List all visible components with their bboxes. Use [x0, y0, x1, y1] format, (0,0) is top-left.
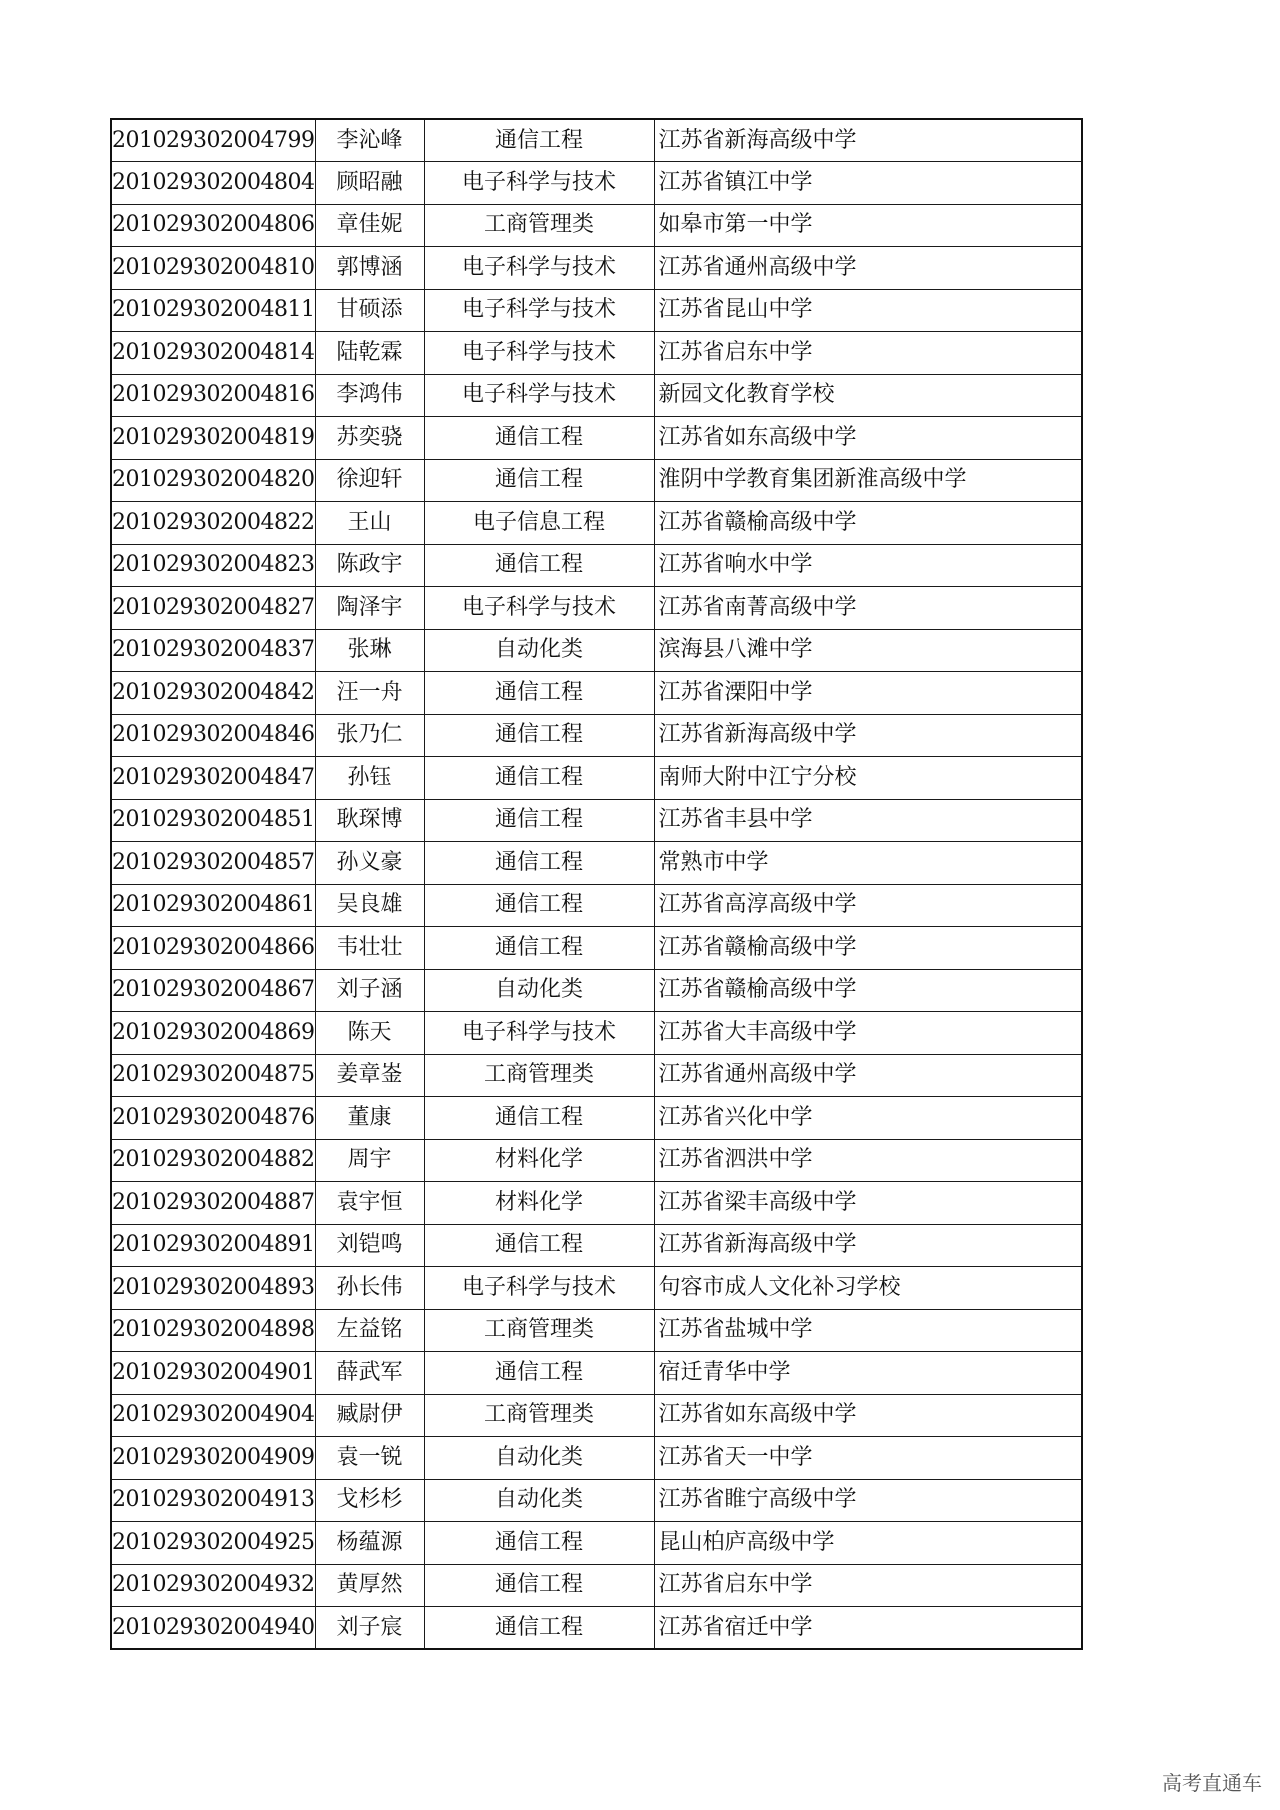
student-name-cell: 戈杉杉	[315, 1479, 424, 1522]
school-cell: 如皋市第一中学	[654, 204, 1082, 247]
candidate-id-cell: 201029302004887	[111, 1182, 315, 1225]
table-row	[111, 969, 1082, 1012]
candidate-id-cell: 201029302004827	[111, 587, 315, 630]
student-name-cell: 袁一锐	[315, 1437, 424, 1480]
student-name-cell: 姜章崟	[315, 1054, 424, 1097]
table-row	[111, 842, 1082, 885]
candidate-id-cell: 201029302004861	[111, 884, 315, 927]
school-cell: 江苏省赣榆高级中学	[654, 969, 1082, 1012]
table-row	[111, 1054, 1082, 1097]
school-cell: 常熟市中学	[654, 842, 1082, 885]
candidate-id-cell: 201029302004842	[111, 672, 315, 715]
school-cell: 江苏省赣榆高级中学	[654, 927, 1082, 970]
major-cell: 通信工程	[424, 842, 654, 885]
candidate-id-cell: 201029302004893	[111, 1267, 315, 1310]
major-cell: 电子科学与技术	[424, 162, 654, 205]
student-name-cell: 郭博涵	[315, 247, 424, 290]
table-row	[111, 1479, 1082, 1522]
candidate-id-cell: 201029302004875	[111, 1054, 315, 1097]
major-cell: 工商管理类	[424, 204, 654, 247]
school-cell: 江苏省赣榆高级中学	[654, 502, 1082, 545]
watermark-text: 高考直通车	[1162, 1771, 1262, 1795]
school-cell: 南师大附中江宁分校	[654, 757, 1082, 800]
student-name-cell: 陈天	[315, 1012, 424, 1055]
candidate-id-cell: 201029302004846	[111, 714, 315, 757]
major-cell: 电子信息工程	[424, 502, 654, 545]
major-cell: 自动化类	[424, 1479, 654, 1522]
student-name-cell: 韦壮壮	[315, 927, 424, 970]
major-cell: 电子科学与技术	[424, 289, 654, 332]
candidate-id-cell: 201029302004882	[111, 1139, 315, 1182]
major-cell: 通信工程	[424, 1564, 654, 1607]
school-cell: 江苏省南菁高级中学	[654, 587, 1082, 630]
candidate-id-cell: 201029302004913	[111, 1479, 315, 1522]
student-name-cell: 孙长伟	[315, 1267, 424, 1310]
student-name-cell: 耿琛博	[315, 799, 424, 842]
student-name-cell: 李鸿伟	[315, 374, 424, 417]
major-cell: 通信工程	[424, 459, 654, 502]
major-cell: 通信工程	[424, 757, 654, 800]
table-row	[111, 714, 1082, 757]
candidate-id-cell: 201029302004891	[111, 1224, 315, 1267]
candidate-id-cell: 201029302004823	[111, 544, 315, 587]
table-row	[111, 629, 1082, 672]
candidate-id-cell: 201029302004898	[111, 1309, 315, 1352]
table-row	[111, 1522, 1082, 1565]
school-cell: 江苏省兴化中学	[654, 1097, 1082, 1140]
student-name-cell: 顾昭融	[315, 162, 424, 205]
student-name-cell: 徐迎轩	[315, 459, 424, 502]
table-row	[111, 587, 1082, 630]
table-row	[111, 927, 1082, 970]
student-name-cell: 章佳妮	[315, 204, 424, 247]
school-cell: 江苏省溧阳中学	[654, 672, 1082, 715]
major-cell: 通信工程	[424, 417, 654, 460]
school-cell: 新园文化教育学校	[654, 374, 1082, 417]
student-name-cell: 黄厚然	[315, 1564, 424, 1607]
major-cell: 通信工程	[424, 1607, 654, 1650]
candidate-id-cell: 201029302004820	[111, 459, 315, 502]
candidate-id-cell: 201029302004806	[111, 204, 315, 247]
candidate-id-cell: 201029302004811	[111, 289, 315, 332]
table-row	[111, 1097, 1082, 1140]
student-name-cell: 薛武军	[315, 1352, 424, 1395]
table-body	[111, 119, 1082, 1649]
school-cell: 江苏省如东高级中学	[654, 417, 1082, 460]
student-name-cell: 孙义豪	[315, 842, 424, 885]
major-cell: 通信工程	[424, 884, 654, 927]
table-row	[111, 289, 1082, 332]
major-cell: 电子科学与技术	[424, 1267, 654, 1310]
school-cell: 江苏省泗洪中学	[654, 1139, 1082, 1182]
student-name-cell: 甘硕添	[315, 289, 424, 332]
student-name-cell: 孙钰	[315, 757, 424, 800]
student-name-cell: 李沁峰	[315, 119, 424, 162]
student-name-cell: 陶泽宇	[315, 587, 424, 630]
candidate-id-cell: 201029302004866	[111, 927, 315, 970]
major-cell: 通信工程	[424, 799, 654, 842]
table-row	[111, 1394, 1082, 1437]
school-cell: 江苏省昆山中学	[654, 289, 1082, 332]
major-cell: 自动化类	[424, 969, 654, 1012]
major-cell: 材料化学	[424, 1139, 654, 1182]
student-name-cell: 陆乾霖	[315, 332, 424, 375]
table-row	[111, 1224, 1082, 1267]
candidate-id-cell: 201029302004925	[111, 1522, 315, 1565]
student-name-cell: 苏奕骁	[315, 417, 424, 460]
major-cell: 通信工程	[424, 119, 654, 162]
student-name-cell: 刘子宸	[315, 1607, 424, 1650]
student-name-cell: 王山	[315, 502, 424, 545]
school-cell: 江苏省宿迁中学	[654, 1607, 1082, 1650]
candidate-id-cell: 201029302004867	[111, 969, 315, 1012]
student-name-cell: 臧尉伊	[315, 1394, 424, 1437]
student-name-cell: 董康	[315, 1097, 424, 1140]
major-cell: 通信工程	[424, 1522, 654, 1565]
major-cell: 工商管理类	[424, 1054, 654, 1097]
table-row	[111, 204, 1082, 247]
major-cell: 自动化类	[424, 1437, 654, 1480]
student-name-cell: 周宇	[315, 1139, 424, 1182]
table-row	[111, 1309, 1082, 1352]
table-row	[111, 417, 1082, 460]
table-row	[111, 1564, 1082, 1607]
table-row	[111, 672, 1082, 715]
table-row	[111, 1182, 1082, 1225]
candidate-id-cell: 201029302004814	[111, 332, 315, 375]
school-cell: 江苏省高淳高级中学	[654, 884, 1082, 927]
student-name-cell: 杨蕴源	[315, 1522, 424, 1565]
school-cell: 江苏省新海高级中学	[654, 1224, 1082, 1267]
major-cell: 电子科学与技术	[424, 374, 654, 417]
major-cell: 通信工程	[424, 1097, 654, 1140]
school-cell: 江苏省通州高级中学	[654, 1054, 1082, 1097]
major-cell: 工商管理类	[424, 1394, 654, 1437]
student-name-cell: 袁宇恒	[315, 1182, 424, 1225]
candidate-id-cell: 201029302004869	[111, 1012, 315, 1055]
major-cell: 通信工程	[424, 544, 654, 587]
school-cell: 江苏省梁丰高级中学	[654, 1182, 1082, 1225]
table-row	[111, 1437, 1082, 1480]
major-cell: 电子科学与技术	[424, 247, 654, 290]
school-cell: 江苏省睢宁高级中学	[654, 1479, 1082, 1522]
candidate-id-cell: 201029302004940	[111, 1607, 315, 1650]
school-cell: 江苏省新海高级中学	[654, 119, 1082, 162]
major-cell: 通信工程	[424, 927, 654, 970]
school-cell: 宿迁青华中学	[654, 1352, 1082, 1395]
table-row	[111, 1139, 1082, 1182]
school-cell: 江苏省响水中学	[654, 544, 1082, 587]
table-row	[111, 1352, 1082, 1395]
candidate-id-cell: 201029302004851	[111, 799, 315, 842]
school-cell: 江苏省启东中学	[654, 332, 1082, 375]
candidate-id-cell: 201029302004932	[111, 1564, 315, 1607]
candidate-id-cell: 201029302004904	[111, 1394, 315, 1437]
candidate-id-cell: 201029302004847	[111, 757, 315, 800]
school-cell: 江苏省丰县中学	[654, 799, 1082, 842]
table-row	[111, 1267, 1082, 1310]
candidate-id-cell: 201029302004901	[111, 1352, 315, 1395]
table-row	[111, 799, 1082, 842]
student-name-cell: 刘子涵	[315, 969, 424, 1012]
school-cell: 江苏省大丰高级中学	[654, 1012, 1082, 1055]
candidate-id-cell: 201029302004799	[111, 119, 315, 162]
major-cell: 电子科学与技术	[424, 332, 654, 375]
table-row	[111, 459, 1082, 502]
school-cell: 江苏省新海高级中学	[654, 714, 1082, 757]
school-cell: 江苏省通州高级中学	[654, 247, 1082, 290]
school-cell: 滨海县八滩中学	[654, 629, 1082, 672]
candidate-id-cell: 201029302004876	[111, 1097, 315, 1140]
major-cell: 自动化类	[424, 629, 654, 672]
school-cell: 句容市成人文化补习学校	[654, 1267, 1082, 1310]
table-row	[111, 757, 1082, 800]
admission-table	[110, 118, 1083, 1650]
table-row	[111, 374, 1082, 417]
school-cell: 江苏省盐城中学	[654, 1309, 1082, 1352]
major-cell: 通信工程	[424, 1224, 654, 1267]
school-cell: 江苏省如东高级中学	[654, 1394, 1082, 1437]
candidate-id-cell: 201029302004819	[111, 417, 315, 460]
table-row	[111, 162, 1082, 205]
school-cell: 昆山柏庐高级中学	[654, 1522, 1082, 1565]
student-name-cell: 张琳	[315, 629, 424, 672]
school-cell: 淮阴中学教育集团新淮高级中学	[654, 459, 1082, 502]
student-name-cell: 张乃仁	[315, 714, 424, 757]
student-name-cell: 左益铭	[315, 1309, 424, 1352]
candidate-id-cell: 201029302004810	[111, 247, 315, 290]
major-cell: 材料化学	[424, 1182, 654, 1225]
table-row	[111, 1012, 1082, 1055]
table-row	[111, 1607, 1082, 1650]
major-cell: 电子科学与技术	[424, 587, 654, 630]
major-cell: 电子科学与技术	[424, 1012, 654, 1055]
student-name-cell: 刘铠鸣	[315, 1224, 424, 1267]
student-name-cell: 汪一舟	[315, 672, 424, 715]
major-cell: 工商管理类	[424, 1309, 654, 1352]
table-row	[111, 502, 1082, 545]
table-row	[111, 247, 1082, 290]
table-row	[111, 119, 1082, 162]
candidate-id-cell: 201029302004857	[111, 842, 315, 885]
student-name-cell: 吴良雄	[315, 884, 424, 927]
school-cell: 江苏省镇江中学	[654, 162, 1082, 205]
candidate-id-cell: 201029302004837	[111, 629, 315, 672]
candidate-id-cell: 201029302004909	[111, 1437, 315, 1480]
table-row	[111, 544, 1082, 587]
candidate-id-cell: 201029302004816	[111, 374, 315, 417]
candidate-id-cell: 201029302004804	[111, 162, 315, 205]
candidate-id-cell: 201029302004822	[111, 502, 315, 545]
major-cell: 通信工程	[424, 672, 654, 715]
student-name-cell: 陈政宇	[315, 544, 424, 587]
major-cell: 通信工程	[424, 1352, 654, 1395]
major-cell: 通信工程	[424, 714, 654, 757]
school-cell: 江苏省天一中学	[654, 1437, 1082, 1480]
school-cell: 江苏省启东中学	[654, 1564, 1082, 1607]
table-row	[111, 884, 1082, 927]
table-row	[111, 332, 1082, 375]
